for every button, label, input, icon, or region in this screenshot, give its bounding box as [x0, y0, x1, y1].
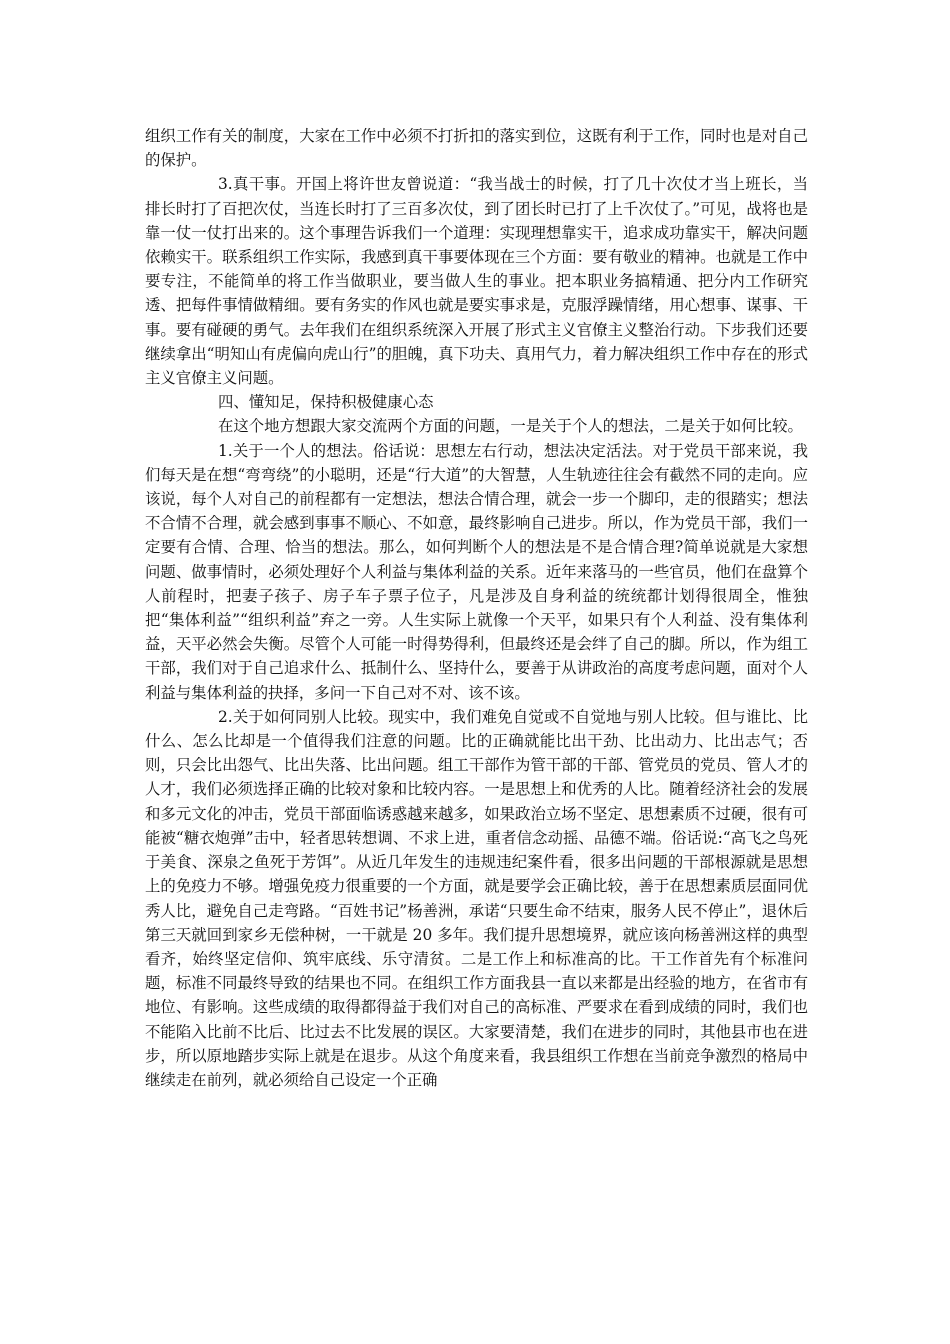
- paragraph-personal-thoughts: 1.关于一个人的想法。俗话说：思想左右行动，想法决定活法。对于党员干部来说，我们每天是在想“弯弯绕”的小聪明，还是“行大道”的大智慧，人生轨迹往往会有截然不同的走向。应该说，每个人对自己的前程都有一定想法，想法合情合理，就会一步一个脚印，走的很踏实；想法不合情不合理，就会感到事事不顺心、不如意，最终影响自己进步。所以，作为党员干部，我们一定要有合情、合理、恰当的想法。那么，如何判断个人的想法是不是合情合理?简单说就是大家想问题、做事情时，必须处理好个人利益与集体利益的关系。近年来落马的一些官员，他们在盘算个人前程时，把妻子孩子、房子车子票子位子，凡是涉及自身利益的统统都计划得很周全，惟独把“集体利益”“组织利益”弃之一旁。人生实际上就像一个天平，如果只有个人利益、没有集体利益，天平必然会失衡。尽管个人可能一时得势得利，但最终还是会绊了自己的脚。所以，作为组工干部，我们对于自己追求什么、抵制什么、坚持什么，要善于从讲政治的高度考虑问题，面对个人利益与集体利益的抉择，多问一下自己对不对、该不该。: [145, 441, 808, 702]
- paragraph-intro: 在这个地方想跟大家交流两个方面的问题，一是关于个人的想法，二是关于如何比较。: [218, 417, 803, 436]
- paragraph-zhen-gan-shi: 3.真干事。开国上将许世友曾说道：“我当战士的时候，打了几十次仗才当上班长，当排长时打了百把次仗，当连长时打了三百多次仗，到了团长时已打了上千次仗了。”可见，战将也是靠一仗一仗打出来的。这个事理告诉我们一个道理：实现理想靠实干，追求成功靠实干，解决问题依赖实干。联系组织工作实际，我感到真干事要体现在三个方面：要有敬业的精神。也就是工作中要专注，不能简单的将工作当做职业，要当做人生的事业。把本职业务搞精通、把分内工作研究透、把每件事情做精细。要有务实的作风也就是要实事求是，克服浮躁情绪，用心想事、谋事、干事。要有碰硬的勇气。去年我们在组织系统深入开展了形式主义官僚主义整治行动。下步我们还要继续拿出“明知山有虎偏向虎山行”的胆魄，真下功夫、真用气力，着力解决组织工作中存在的形式主义官僚主义问题。: [145, 175, 808, 388]
- section-heading-4: 四、懂知足，保持积极健康心态: [218, 393, 434, 412]
- paragraph-continuation: 组织工作有关的制度，大家在工作中必须不打折扣的落实到位，这既有利于工作，同时也是对自己的保护。: [145, 127, 808, 170]
- document-page: [145, 124, 808, 1092]
- paragraph-comparison: 2.关于如何同别人比较。现实中，我们难免自觉或不自觉地与别人比较。但与谁比、比什么、怎么比却是一个值得我们注意的问题。比的正确就能比出干劲、比出动力、比出志气；否则，只会比出怨气、比出失落、比出问题。组工干部作为管干部的干部、管党员的党员、管人才的人才，我们必须选择正确的比较对象和比较内容。一是思想上和优秀的人比。随着经济社会的发展和多元文化的冲击，党员干部面临诱惑越来越多，如果政治立场不坚定、思想素质不过硬，很有可能被“糖衣炮弹”击中，轻者思转想调、不求上进，重者信念动摇、品德不端。俗话说:“高飞之鸟死于美食、深泉之鱼死于芳饵”。从近几年发生的违规违纪案件看，很多出问题的干部根源就是思想上的免疫力不够。增强免疫力很重要的一个方面，就是要学会正确比较，善于在思想素质层面同优秀人比，避免自己走弯路。“百姓书记”杨善洲，承诺“只要生命不结束，服务人民不停止”，退休后第三天就回到家乡无偿种树，一干就是 20 多年。我们提升思想境界，就应该向杨善洲这样的典型看齐，始终坚定信仰、筑牢底线、乐守清贫。二是工作上和标准高的比。干工作首先有个标准问题，标准不同最终导致的结果也不同。在组织工作方面我县一直以来都是出经验的地方，在省市有地位、有影响。这些成绩的取得都得益于我们对自己的高标准、严要求在看到成绩的同时，我们也不能陷入比前不比后、比过去不比发展的误区。大家要清楚，我们在进步的同时，其他县市也在进步，所以原地踏步实际上就是在退步。从这个角度来看，我县组织工作想在当前竞争激烈的格局中继续走在前列，就必须给自己设定一个正确: [145, 707, 808, 1089]
